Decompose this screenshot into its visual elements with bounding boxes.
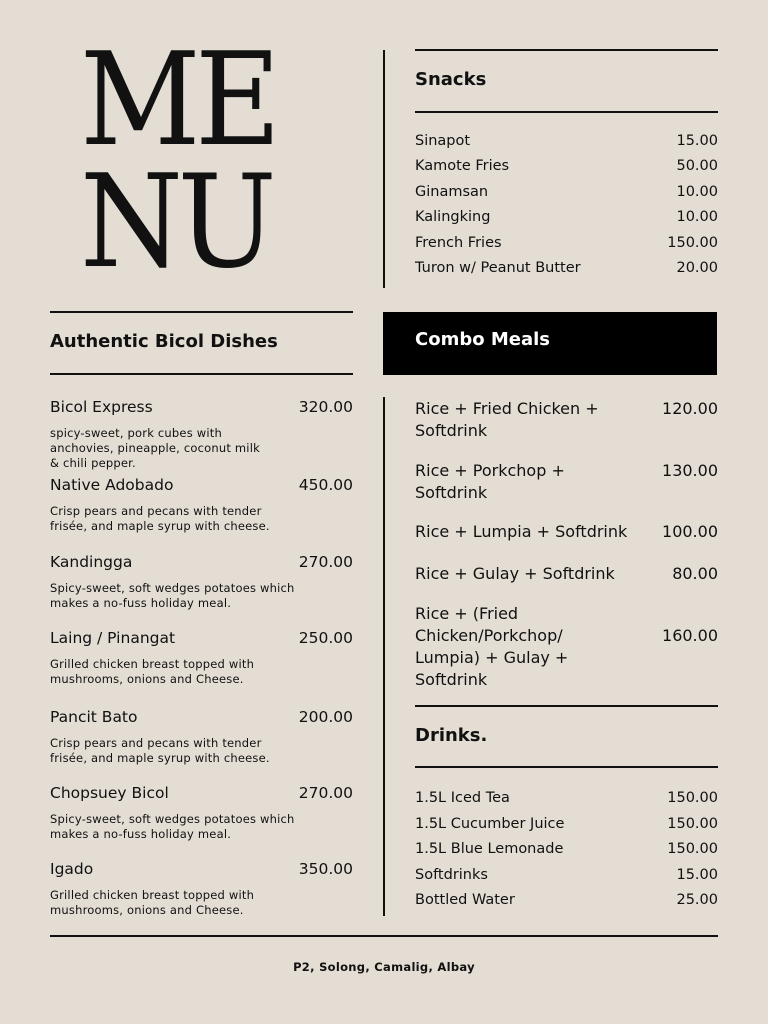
combo-item [415,460,718,504]
dish-item [50,476,353,534]
combo-price: 100.00 [662,522,718,541]
snack-name: Kalingking [415,209,491,225]
dish-item [50,398,353,471]
dish-description: Grilled chicken breast topped with mushrooms, onions and Cheese. [50,888,255,917]
drinks-rule-bottom [415,766,718,768]
dish-description: Crisp pears and pecans with tender frisée, and maple syrup with cheese. [50,736,270,765]
combo-name: Rice + Porkchop + Softdrink [415,461,565,502]
drink-name: 1.5L Iced Tea [415,790,510,806]
drink-item [415,892,718,908]
combo-name: Rice + (Fried Chicken/Porkchop/ Lumpia) + Gulay + Softdrink [415,604,569,689]
drink-name: Bottled Water [415,892,515,908]
snack-item [415,133,718,149]
drink-price: 150.00 [667,841,718,857]
snack-name: Ginamsan [415,184,489,200]
combo-price: 160.00 [662,626,718,645]
drinks-heading: Drinks. [415,725,488,746]
footer-address: P2, Solong, Camalig, Albay [293,960,475,974]
menu-title-line-1: ME [80,26,276,175]
snack-price: 50.00 [676,158,718,174]
drinks-rule-top [415,705,718,707]
dish-description: spicy-sweet, pork cubes with anchovies, pineapple, coconut milk & chili pepper. [50,426,260,470]
divider-top [383,50,385,288]
dish-description: Spicy-sweet, soft wedges potatoes which makes a no-fuss holiday meal. [50,581,295,610]
dish-price: 200.00 [298,708,353,726]
combo-item [415,521,718,543]
bicol-rule-bottom [50,373,353,375]
dish-description: Spicy-sweet, soft wedges potatoes which makes a no-fuss holiday meal. [50,812,295,841]
dish-price: 320.00 [298,398,353,416]
dish-price: 350.00 [298,860,353,878]
combo-item [415,398,718,442]
snack-item [415,260,718,276]
drink-item [415,816,718,832]
drink-price: 150.00 [667,790,718,806]
dish-price: 270.00 [298,784,353,802]
snack-name: Kamote Fries [415,158,510,174]
bicol-rule-top [50,311,353,313]
combo-heading: Combo Meals [415,329,550,350]
drink-item [415,841,718,857]
menu-title [80,26,310,297]
drink-name: 1.5L Cucumber Juice [415,816,565,832]
combo-item [415,563,718,585]
dish-item [50,629,353,687]
dish-price: 270.00 [298,553,353,571]
dish-name: Chopsuey Bicol [50,784,169,802]
drink-name: Softdrinks [415,867,488,883]
snack-price: 10.00 [676,184,718,200]
dish-name: Laing / Pinangat [50,629,176,647]
dish-name: Igado [50,860,94,878]
combo-name: Rice + Lumpia + Softdrink [415,522,628,541]
snack-name: French Fries [415,235,502,251]
snack-item [415,235,718,251]
combo-price: 80.00 [672,564,718,583]
snacks-rule-top [415,49,718,51]
snacks-rule-bottom [415,111,718,113]
combo-name: Rice + Fried Chicken + Softdrink [415,399,599,440]
snack-item [415,158,718,174]
drink-price: 150.00 [667,816,718,832]
drink-item [415,790,718,806]
dish-item [50,860,353,918]
dish-price: 250.00 [298,629,353,647]
snack-price: 10.00 [676,209,718,225]
footer-rule [50,935,718,937]
dish-name: Bicol Express [50,398,153,416]
snack-name: Turon w/ Peanut Butter [415,260,581,276]
bicol-heading: Authentic Bicol Dishes [50,331,278,352]
snack-price: 150.00 [667,235,718,251]
combo-price: 130.00 [662,461,718,480]
snack-name: Sinapot [415,133,471,149]
combo-heading-band [383,312,717,375]
dish-item [50,708,353,766]
drink-item [415,867,718,883]
combo-item [415,603,718,691]
dish-description: Grilled chicken breast topped with mushrooms, onions and Cheese. [50,657,255,686]
snack-price: 15.00 [676,133,718,149]
snack-item [415,184,718,200]
dish-description: Crisp pears and pecans with tender frisée, and maple syrup with cheese. [50,504,270,533]
dish-price: 450.00 [298,476,353,494]
dish-item [50,553,353,611]
snack-item [415,209,718,225]
drink-price: 25.00 [676,892,718,908]
dish-name: Pancit Bato [50,708,138,726]
drink-price: 15.00 [676,867,718,883]
snacks-heading: Snacks [415,69,487,90]
menu-title-line-2: NU [80,148,272,297]
dish-name: Native Adobado [50,476,174,494]
dish-item [50,784,353,842]
divider-bottom [383,397,385,916]
snack-price: 20.00 [676,260,718,276]
combo-price: 120.00 [662,399,718,418]
combo-name: Rice + Gulay + Softdrink [415,564,615,583]
drink-name: 1.5L Blue Lemonade [415,841,564,857]
dish-name: Kandingga [50,553,133,571]
